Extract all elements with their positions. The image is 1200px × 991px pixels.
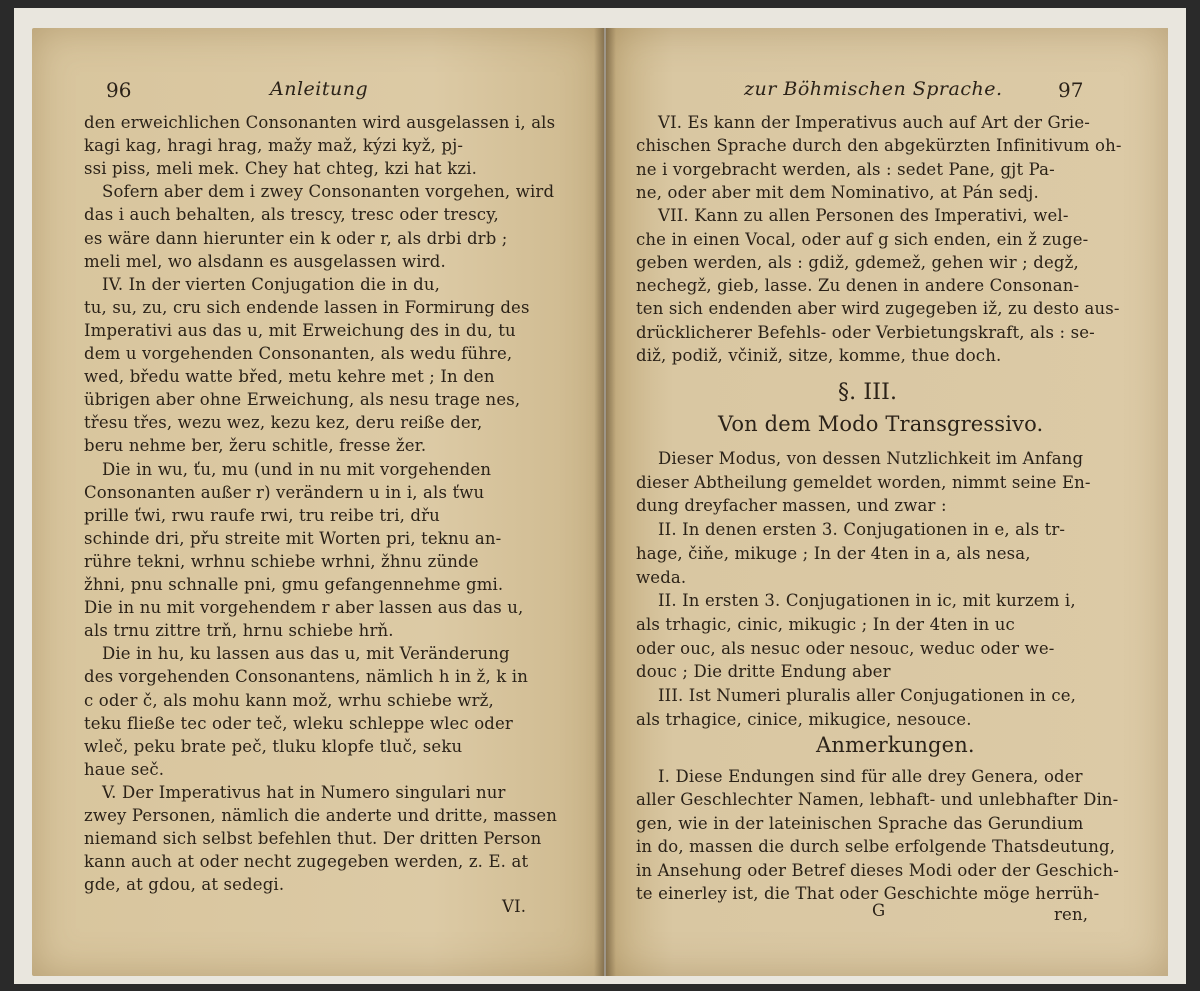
text-line: Die in wu, ťu, mu (und in nu mit vorgehenden	[102, 459, 492, 479]
text-line: I. Diese Endungen sind für alle drey Genera, oder	[658, 767, 1083, 786]
text-line: ne i vorgebracht werden, als : sedet Pane, gjt Pa-	[636, 159, 1055, 179]
text-line: beru nehme ber, žeru schitle, fresse žer.	[84, 436, 427, 456]
text-line: IV. In der vierten Conjugation die in du,	[102, 274, 441, 294]
page-number-right: 97	[1058, 78, 1084, 102]
text-line: dieser Abtheilung gemeldet worden, nimmt seine En-	[636, 472, 1091, 492]
text-line: žhni, pnu schnalle pni, gmu gefangennehme gmi.	[84, 575, 504, 594]
text-line: gen, wie in der lateinischen Sprache das Gerundium	[636, 813, 1084, 833]
section-heading: §. III.	[838, 380, 898, 405]
book-gutter	[594, 28, 616, 976]
text-line: gde, at gdou, at sedegi.	[84, 875, 285, 895]
text-line: das i auch behalten, als trescy, tresc oder trescy,	[84, 205, 499, 225]
text-line: kann auch at oder necht zugegeben werden, z. E. at	[84, 852, 529, 872]
text-line: Dieser Modus, von dessen Nutzlichkeit im Anfang	[658, 449, 1084, 468]
text-line: VII. Kann zu allen Personen des Imperativi, wel-	[658, 206, 1069, 226]
text-line: aller Geschlechter Namen, lebhaft- und unlebhafter Din-	[636, 790, 1119, 810]
text-line: Consonanten außer r) verändern u in i, als ťwu	[84, 482, 485, 502]
text-line: II. In ersten 3. Conjugationen in ic, mit kurzem i,	[658, 591, 1076, 611]
running-head-left: Anleitung	[270, 78, 369, 100]
text-line: niemand sich selbst befehlen thut. Der dritten Person	[84, 829, 542, 849]
text-line: drücklicherer Befehls- oder Verbietungskraft, als : se-	[636, 322, 1095, 342]
text-line: Imperativi aus das u, mit Erweichung des in du, tu	[84, 320, 516, 340]
text-line: te einerley ist, die That oder Geschichte möge herrüh-	[636, 884, 1100, 903]
text-line: Die in hu, ku lassen aus das u, mit Veränderung	[102, 644, 510, 664]
text-line: wleč, peku brate peč, tluku klopfe tluč, seku	[84, 736, 463, 756]
running-head-right: zur Böhmischen Sprache.	[744, 78, 1003, 100]
text-line: tu, su, zu, cru sich endende lassen in Formirung des	[84, 297, 530, 317]
text-line: in do, massen die durch selbe erfolgende Thatsdeutung,	[636, 837, 1116, 857]
text-line: třesu třes, wezu wez, kezu kez, deru reiße der,	[84, 413, 483, 433]
text-line: teku fließe tec oder teč, wleku schleppe wlec oder	[84, 713, 513, 733]
text-line: douc ; Die dritte Endung aber	[636, 662, 891, 682]
text-line: II. In denen ersten 3. Conjugationen in e, als tr-	[658, 520, 1066, 540]
page-number-left: 96	[106, 78, 132, 102]
text-line: c oder č, als mohu kann mož, wrhu schiebe wrž,	[84, 690, 494, 710]
text-line: es wäre dann hierunter ein k oder r, als drbi drb ;	[84, 228, 508, 248]
text-line: in Ansehung oder Betref dieses Modi oder der Geschich-	[636, 860, 1119, 880]
text-line: prille ťwi, rwu raufe rwi, tru reibe tri, dřu	[84, 505, 440, 525]
text-line: ten sich endenden aber wird zugegeben iž, zu desto aus-	[636, 299, 1120, 319]
catchword-left: VI.	[502, 897, 527, 916]
signature-mark: G	[872, 901, 886, 920]
text-line: rühre tekni, wrhnu schiebe wrhni, žhnu zünde	[84, 551, 479, 571]
text-line: meli mel, wo alsdann es ausgelassen wird.	[84, 251, 446, 271]
section-title: Von dem Modo Transgressivo.	[718, 412, 1044, 436]
text-line: dung dreyfacher massen, und zwar :	[636, 496, 947, 516]
text-line: geben werden, als : gdiž, gdemež, gehen wir ; degž,	[636, 252, 1079, 272]
text-line: als trnu zittre trň, hrnu schiebe hrň.	[84, 621, 394, 641]
text-line: dem u vorgehenden Consonanten, als wedu führe,	[84, 344, 513, 363]
text-line: chischen Sprache durch den abgekürzten Infinitivum oh-	[636, 136, 1122, 156]
text-line: hage, čiňe, mikuge ; In der 4ten in a, als nesa,	[636, 543, 1031, 563]
text-line: übrigen aber ohne Erweichung, als nesu trage nes,	[84, 390, 521, 410]
text-line: des vorgehenden Consonantens, nämlich h in ž, k in	[84, 667, 529, 687]
text-line: wed, bředu watte břed, metu kehre met ; In den	[84, 367, 495, 387]
text-line: als trhagice, cinice, mikugice, nesouce.	[636, 709, 972, 729]
text-line: V. Der Imperativus hat in Numero singulari nur	[102, 782, 506, 802]
text-line: als trhagic, cinic, mikugic ; In der 4ten in uc	[636, 614, 1015, 634]
text-line: diž, podiž, včiniž, sitze, komme, thue doch.	[636, 346, 1002, 365]
text-line: weda.	[636, 567, 687, 587]
catchword-right: ren,	[1054, 905, 1089, 924]
subheading-anmerkungen: Anmerkungen.	[816, 733, 975, 757]
text-line: III. Ist Numeri pluralis aller Conjugationen in ce,	[658, 686, 1077, 705]
text-line: kagi kag, hragi hrag, mažy maž, kýzi kyž, pj-	[84, 136, 464, 156]
text-line: oder ouc, als nesuc oder nesouc, weduc oder we-	[636, 638, 1055, 658]
text-line: ssi piss, meli mek. Chey hat chteg, kzi hat kzi.	[84, 159, 478, 179]
text-line: nechegž, gieb, lasse. Zu denen in andere Consonan-	[636, 276, 1080, 296]
text-line: Sofern aber dem i zwey Consonanten vorgehen, wird	[102, 182, 555, 202]
left-page	[32, 28, 604, 976]
text-line: schinde dri, přu streite mit Worten pri, teknu an-	[84, 528, 502, 548]
text-line: ne, oder aber mit dem Nominativo, at Pán sedj.	[636, 182, 1039, 202]
text-line: den erweichlichen Consonanten wird ausgelassen i, als	[84, 113, 556, 132]
book-spread	[14, 8, 1186, 984]
text-line: zwey Personen, nämlich die anderte und dritte, massen	[84, 806, 558, 825]
text-line: Die in nu mit vorgehendem r aber lassen aus das u,	[84, 598, 524, 618]
text-line: haue seč.	[84, 759, 165, 779]
right-page	[606, 28, 1168, 976]
text-line: VI. Es kann der Imperativus auch auf Art der Grie-	[658, 113, 1090, 132]
text-line: che in einen Vocal, oder auf g sich enden, ein ž zuge-	[636, 229, 1089, 249]
